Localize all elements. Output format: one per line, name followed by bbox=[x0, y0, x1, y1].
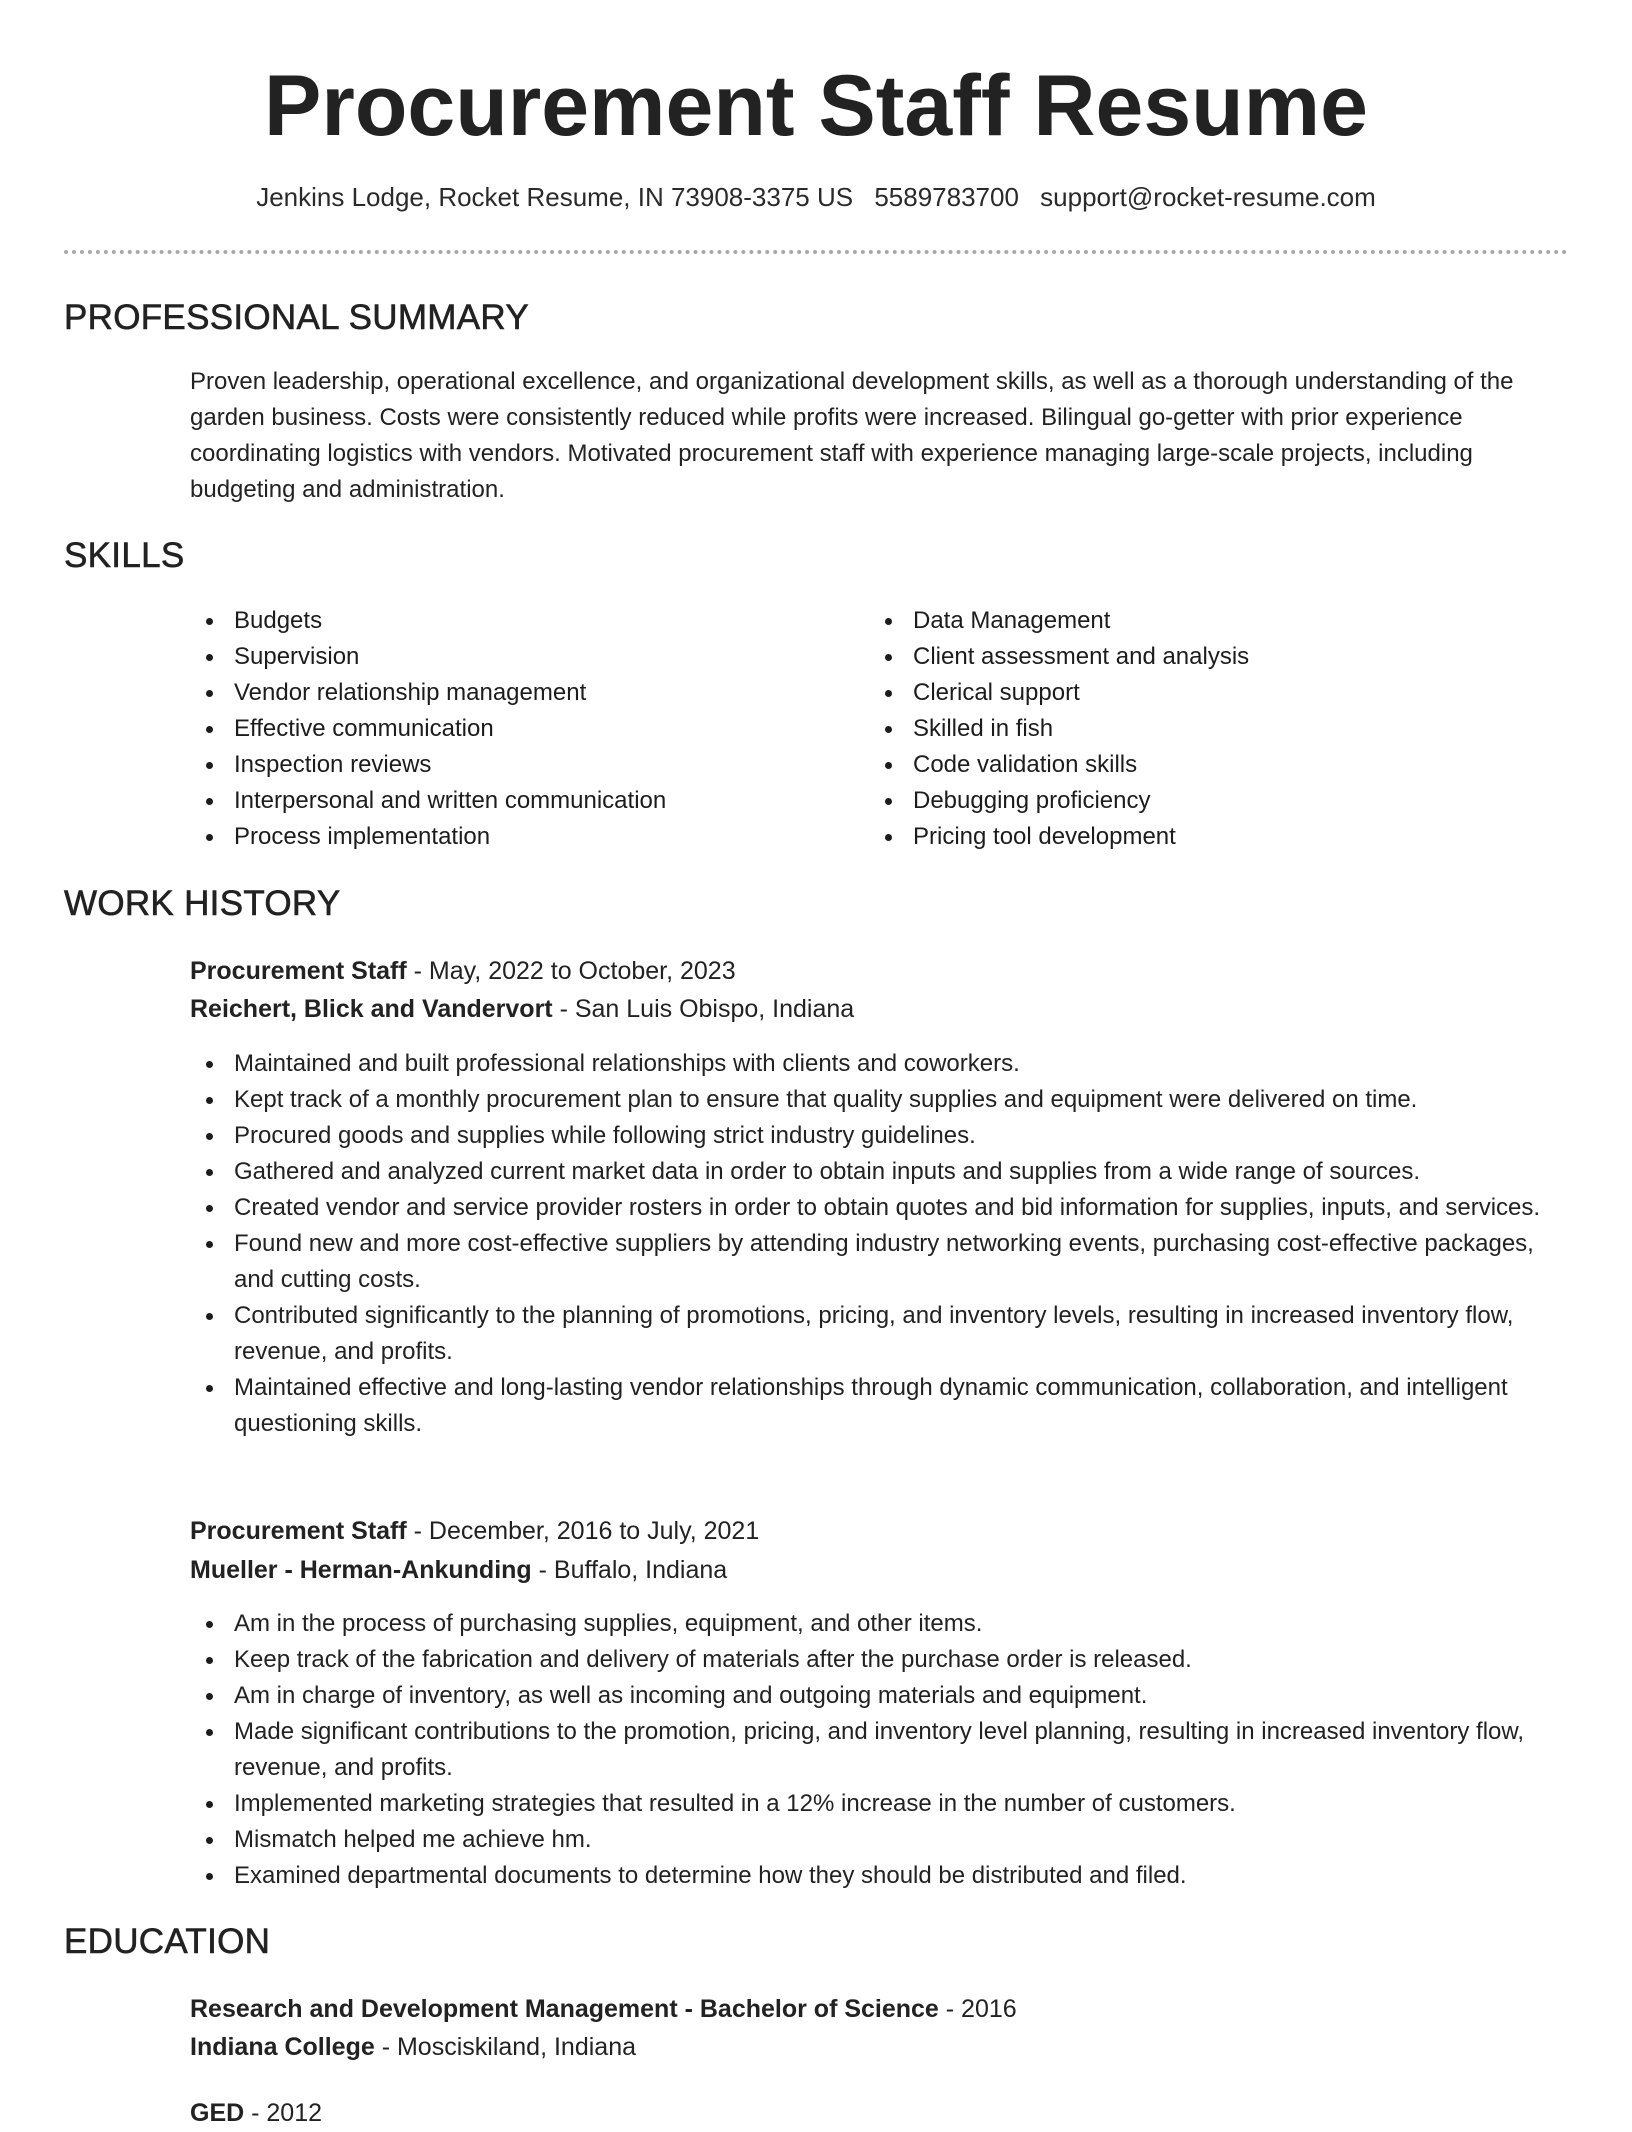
list-item: Contributed significantly to the planning of promotions, pricing, and inventory levels, resulting in increased inventory flow, revenue, and profits. bbox=[190, 1298, 1568, 1370]
summary-text: Proven leadership, operational excellence, and organizational development skills, as well as a thorough understanding of the garden business. Costs were consistently reduced while profits were increased. Bilingual go-getter with prior experience coordinating logistics with vendors. Motivated procurement staff with experience managing large-scale projects, including budgeting and administration. bbox=[190, 368, 1514, 503]
list-item: Keep track of the fabrication and delivery of materials after the purchase order is released. bbox=[190, 1642, 1568, 1678]
job-2-company-line bbox=[190, 1551, 727, 1589]
list-item: Made significant contributions to the promotion, pricing, and inventory level planning, resulting in increased inventory flow, revenue, and profits. bbox=[190, 1714, 1568, 1786]
education-degree: Research and Development Management - Bachelor of Science bbox=[190, 1995, 939, 2023]
job-1-title-line bbox=[190, 952, 736, 990]
list-item: Kept track of a monthly procurement plan to ensure that quality supplies and equipment were delivered on time. bbox=[190, 1082, 1568, 1118]
address-text: Jenkins Lodge, Rocket Resume, IN 73908-3375 US bbox=[256, 182, 854, 212]
education-1-degree-line bbox=[190, 1990, 1017, 2028]
education-school: Indiana College bbox=[190, 2033, 375, 2061]
list-item: Procured goods and supplies while following strict industry guidelines. bbox=[190, 1118, 1568, 1154]
list-item: Interpersonal and written communication bbox=[190, 783, 850, 819]
list-item: Am in the process of purchasing supplies, equipment, and other items. bbox=[190, 1606, 1568, 1642]
list-item: Maintained effective and long-lasting vendor relationships through dynamic communication, collaboration, and intelligent questioning skills. bbox=[190, 1370, 1568, 1442]
job-title: Procurement Staff bbox=[190, 1517, 407, 1545]
job-title: Procurement Staff bbox=[190, 957, 407, 985]
job-1-bullets bbox=[190, 1046, 1568, 1442]
education-degree: GED bbox=[190, 2099, 245, 2127]
job-company: Mueller - Herman-Ankunding bbox=[190, 1556, 532, 1584]
list-item: Found new and more cost-effective suppliers by attending industry networking events, purchasing cost-effective packages, and cutting costs. bbox=[190, 1226, 1568, 1298]
education-location: - Mosciskiland, Indiana bbox=[374, 2033, 636, 2061]
list-item: Examined departmental documents to determine how they should be distributed and filed. bbox=[190, 1858, 1568, 1894]
section-title-work-history: WORK HISTORY bbox=[64, 884, 341, 923]
job-location: - Buffalo, Indiana bbox=[531, 1556, 728, 1584]
list-item: Implemented marketing strategies that resulted in a 12% increase in the number of customers. bbox=[190, 1786, 1568, 1822]
skills-list-left bbox=[190, 603, 850, 855]
list-item: Effective communication bbox=[190, 711, 850, 747]
list-item: Code validation skills bbox=[869, 747, 1529, 783]
list-item: Clerical support bbox=[869, 675, 1529, 711]
phone-text: 5589783700 bbox=[874, 182, 1019, 212]
contact-info bbox=[64, 182, 1568, 213]
skills-list-right bbox=[869, 603, 1529, 855]
resume-page bbox=[64, 0, 1568, 2127]
job-location: - San Luis Obispo, Indiana bbox=[552, 995, 855, 1023]
section-title-summary: PROFESSIONAL SUMMARY bbox=[64, 298, 529, 337]
education-1-school-line bbox=[190, 2028, 636, 2066]
list-item: Process implementation bbox=[190, 819, 850, 855]
job-2-bullets bbox=[190, 1606, 1568, 1894]
list-item: Am in charge of inventory, as well as incoming and outgoing materials and equipment. bbox=[190, 1678, 1568, 1714]
list-item: Client assessment and analysis bbox=[869, 639, 1529, 675]
education-year: - 2012 bbox=[244, 2099, 323, 2127]
list-item: Created vendor and service provider rosters in order to obtain quotes and bid information for supplies, inputs, and services. bbox=[190, 1190, 1568, 1226]
job-company: Reichert, Blick and Vandervort bbox=[190, 995, 553, 1023]
list-item: Debugging proficiency bbox=[869, 783, 1529, 819]
list-item: Skilled in fish bbox=[869, 711, 1529, 747]
list-item: Data Management bbox=[869, 603, 1529, 639]
header-divider bbox=[64, 250, 1568, 254]
list-item: Supervision bbox=[190, 639, 850, 675]
education-year: - 2016 bbox=[938, 1995, 1017, 2023]
job-dates: - December, 2016 to July, 2021 bbox=[406, 1517, 760, 1545]
list-item: Vendor relationship management bbox=[190, 675, 850, 711]
list-item: Gathered and analyzed current market data in order to obtain inputs and supplies from a wide range of sources. bbox=[190, 1154, 1568, 1190]
job-2-title-line bbox=[190, 1512, 759, 1550]
list-item: Pricing tool development bbox=[869, 819, 1529, 855]
list-item: Inspection reviews bbox=[190, 747, 850, 783]
section-title-skills: SKILLS bbox=[64, 536, 185, 575]
list-item: Budgets bbox=[190, 603, 850, 639]
list-item: Maintained and built professional relationships with clients and coworkers. bbox=[190, 1046, 1568, 1082]
section-title-education: EDUCATION bbox=[64, 1922, 271, 1961]
education-2-degree-line bbox=[190, 2094, 322, 2132]
page-title: Procurement Staff Resume bbox=[264, 58, 1368, 154]
job-1-company-line bbox=[190, 990, 854, 1028]
email-text: support@rocket-resume.com bbox=[1040, 182, 1376, 212]
job-dates: - May, 2022 to October, 2023 bbox=[406, 957, 736, 985]
list-item: Mismatch helped me achieve hm. bbox=[190, 1822, 1568, 1858]
